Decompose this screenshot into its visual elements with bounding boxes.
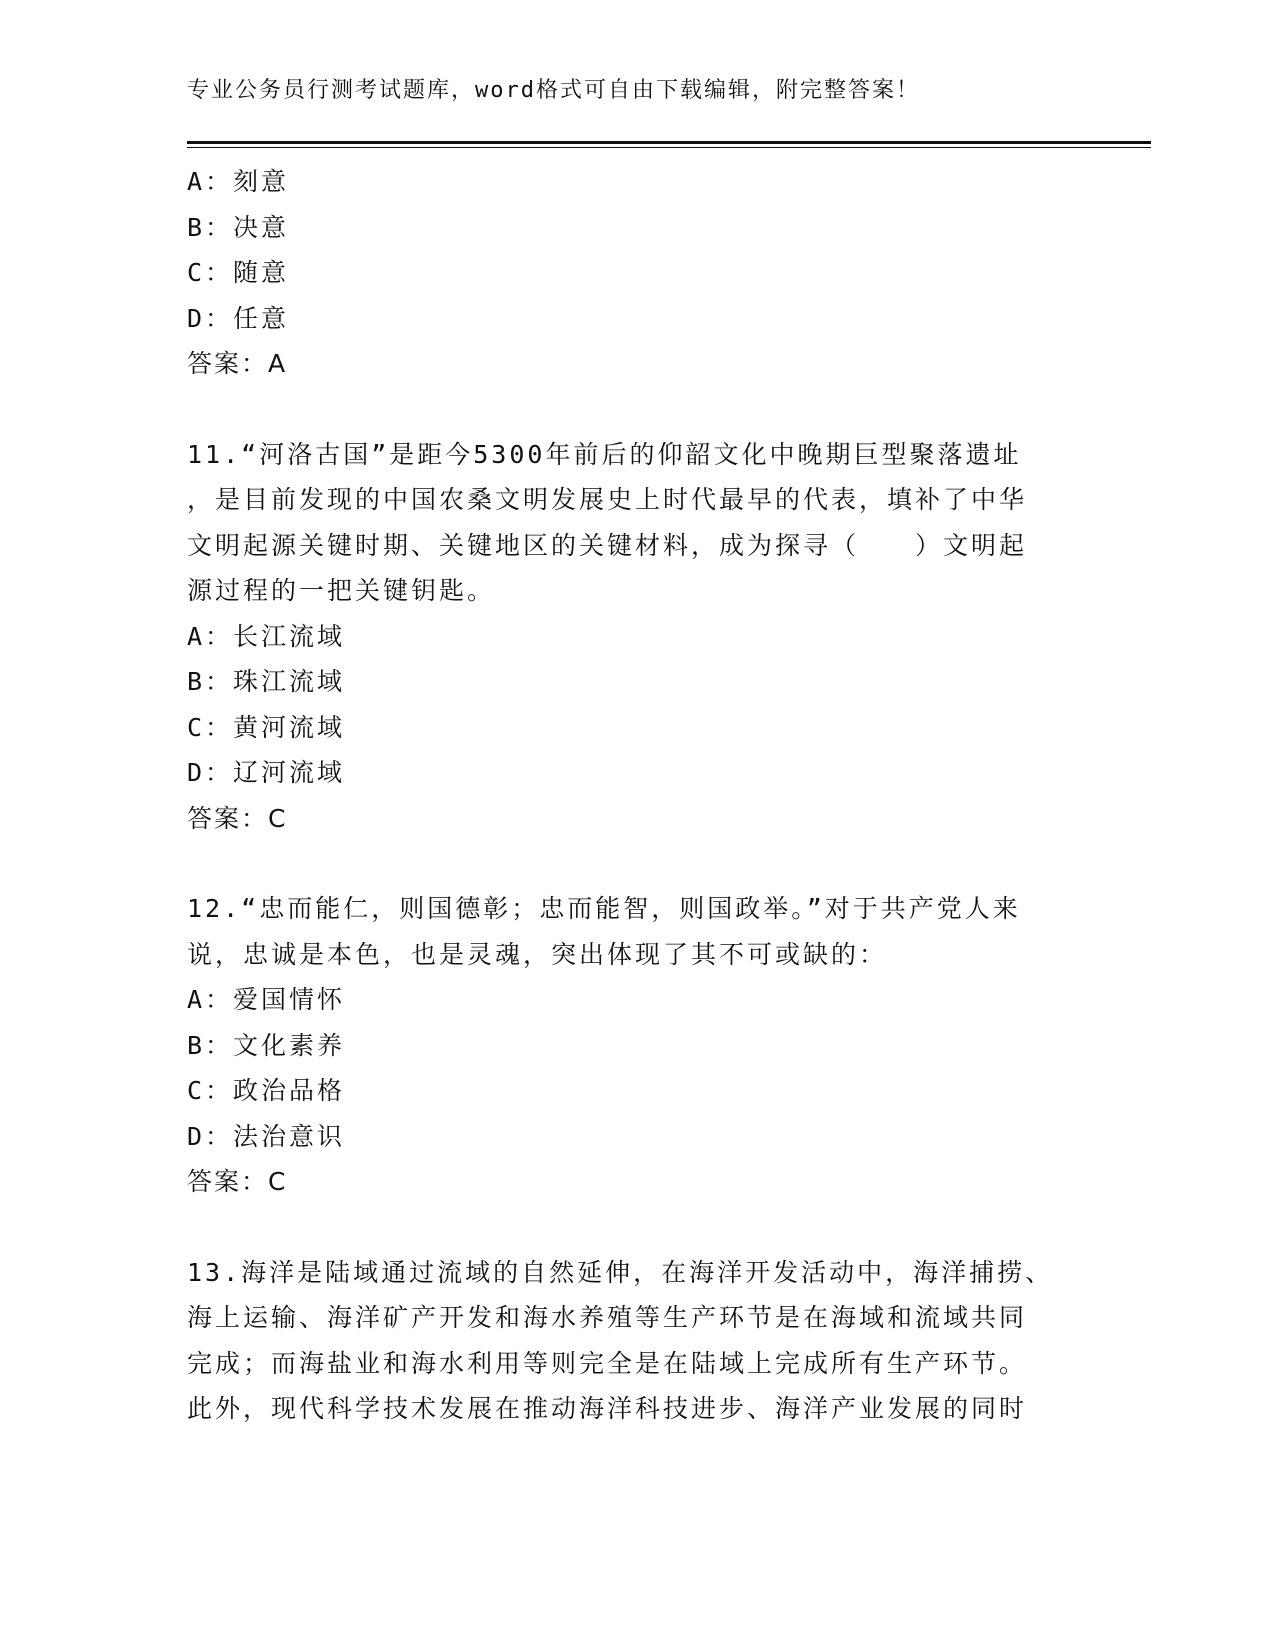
question-12: [187, 886, 1077, 1205]
header-rule-thick: [187, 141, 1151, 144]
answer-line: 答案：C: [187, 1167, 288, 1196]
option-a: A：长江流域: [187, 621, 346, 651]
spacer: [187, 387, 1077, 432]
question-stem-line: 13.海洋是陆域通过流域的自然延伸，在海洋开发活动中，海洋捕捞、: [187, 1257, 1054, 1287]
question-stem-line: 此外，现代科学技术发展在推动海洋科技进步、海洋产业发展的同时: [187, 1394, 1028, 1423]
question-13: [187, 1250, 1077, 1432]
question-stem-line: ，是目前发现的中国农桑文明发展史上时代最早的代表，填补了中华: [187, 485, 1028, 514]
option-b: B：珠江流域: [187, 667, 346, 696]
header-rule-thin: [187, 147, 1151, 148]
question-stem-line: 海上运输、海洋矿产开发和海水养殖等生产环节是在海域和流域共同: [187, 1303, 1028, 1332]
question-stem-line: 说，忠诚是本色，也是灵魂，突出体现了其不可或缺的：: [187, 939, 888, 969]
question-stem-line: 12.“忠而能仁，则国德彰；忠而能智，则国政举。”对于共产党人来: [187, 894, 1021, 923]
option-d: D：辽河流域: [187, 758, 346, 787]
question-stem-line: 完成；而海盐业和海水利用等则完全是在陆域上完成所有生产环节。: [187, 1348, 1028, 1378]
option-d: D：法治意识: [187, 1121, 346, 1151]
question-stem-line: 源过程的一把关键钥匙。: [187, 576, 496, 605]
option-c: C：随意: [187, 258, 290, 287]
option-a: A：爱国情怀: [187, 985, 346, 1014]
answer-line: 答案：A: [187, 349, 288, 378]
spacer: [187, 841, 1077, 886]
option-d: D：任意: [187, 303, 290, 333]
option-c: C：黄河流域: [187, 712, 346, 742]
question-11: [187, 432, 1077, 842]
answer-line: 答案：C: [187, 803, 288, 833]
option-c: C：政治品格: [187, 1076, 346, 1105]
option-a: A：刻意: [187, 167, 290, 196]
question-content: [187, 159, 1077, 1432]
option-b: B：决意: [187, 212, 290, 242]
page-header: 专业公务员行测考试题库，word格式可自由下载编辑，附完整答案！: [187, 78, 920, 103]
question-stem-line: 11.“河洛古国”是距今5300年前后的仰韶文化中晚期巨型聚落遗址: [187, 439, 1022, 469]
question-10: [187, 159, 1077, 387]
question-stem-line: 文明起源关键时期、关键地区的关键材料，成为探寻（ ）文明起: [187, 530, 1028, 560]
spacer: [187, 1205, 1077, 1250]
option-b: B：文化素养: [187, 1030, 346, 1060]
